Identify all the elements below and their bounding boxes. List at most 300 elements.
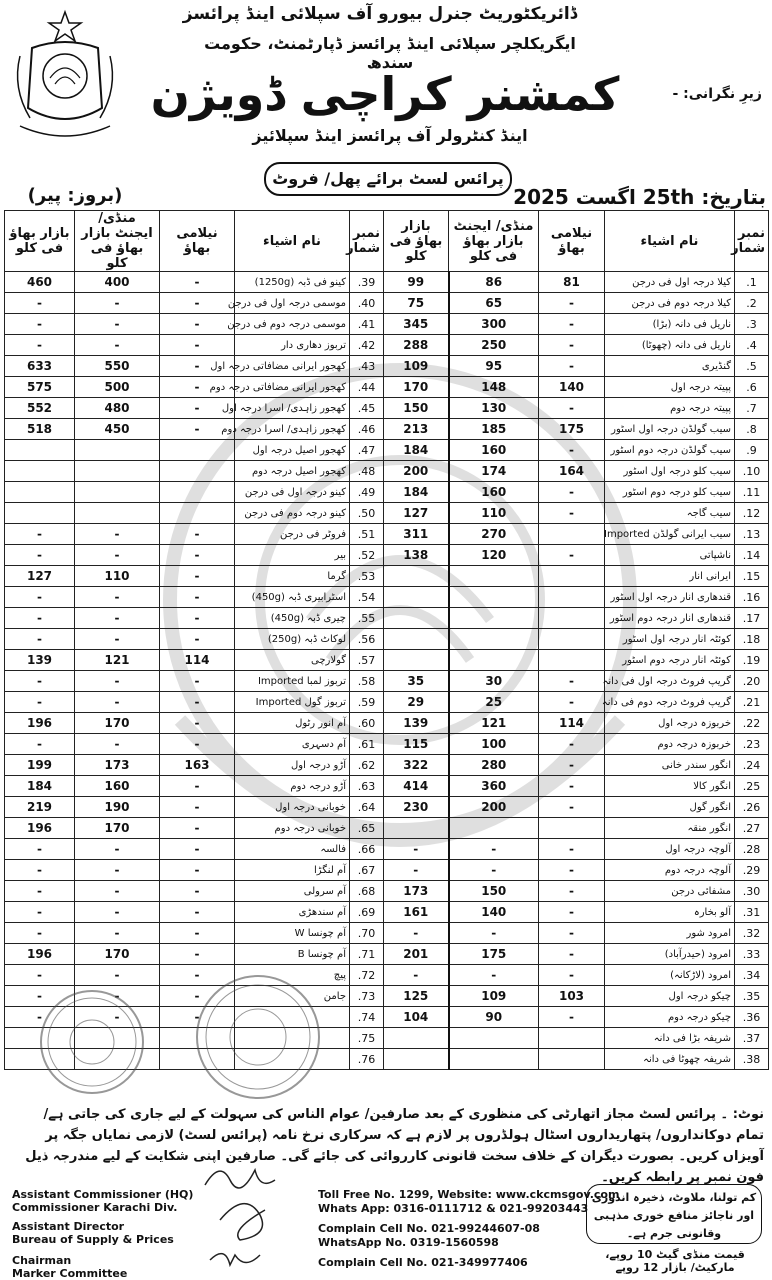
- mandi-price: -: [75, 965, 160, 986]
- item-name: آڑو درجہ اول: [235, 755, 350, 776]
- header-line4: اینڈ کنٹرولر آف پرائسز اینڈ سپلائیز: [252, 126, 528, 145]
- row-number: 38.: [735, 1049, 769, 1070]
- item-name: ناریل فی دانہ (بڑا): [605, 314, 735, 335]
- bazar-price: 170: [384, 377, 449, 398]
- row-number: 55.: [350, 608, 384, 629]
- row-number: 39.: [350, 272, 384, 293]
- bazar-price: 552: [5, 398, 75, 419]
- mandi-price: 150: [449, 881, 539, 902]
- auction-price: 103: [539, 986, 605, 1007]
- mandi-price: 65: [449, 293, 539, 314]
- item-name: جامن: [235, 986, 350, 1007]
- bazar-price: 322: [384, 755, 449, 776]
- auction-price: [539, 818, 605, 839]
- item-name: پیچ: [235, 965, 350, 986]
- mandi-price: [449, 650, 539, 671]
- row-number: 16.: [735, 587, 769, 608]
- auction-price: -: [160, 965, 235, 986]
- col-header-sno: نمبر شمار: [735, 211, 769, 272]
- bazar-price: 115: [384, 734, 449, 755]
- signatory-assistant-director: [12, 1220, 174, 1246]
- mandi-price: 170: [75, 713, 160, 734]
- bazar-price: [384, 650, 449, 671]
- directorate-general-stamp: [196, 975, 320, 1099]
- item-name: کھجور زاہدی/ اسرا درجہ اول: [235, 398, 350, 419]
- row-number: 13.: [735, 524, 769, 545]
- mandi-price: [75, 461, 160, 482]
- bazar-price: 196: [5, 944, 75, 965]
- item-name: چیکو درجہ اول: [605, 986, 735, 1007]
- table-row: [5, 545, 769, 566]
- auction-price: -: [160, 608, 235, 629]
- assistant-commissioner-stamp: [40, 990, 144, 1094]
- bazar-price: 184: [5, 776, 75, 797]
- bazar-price: [5, 440, 75, 461]
- mandi-price: 250: [449, 335, 539, 356]
- auction-price: -: [160, 335, 235, 356]
- auction-price: -: [539, 965, 605, 986]
- row-number: 12.: [735, 503, 769, 524]
- auction-price: -: [160, 398, 235, 419]
- row-number: 23.: [735, 734, 769, 755]
- auction-price: -: [160, 545, 235, 566]
- row-number: 4.: [735, 335, 769, 356]
- bazar-price: -: [5, 902, 75, 923]
- row-number: 34.: [735, 965, 769, 986]
- row-number: 37.: [735, 1028, 769, 1049]
- row-number: 48.: [350, 461, 384, 482]
- row-number: 53.: [350, 566, 384, 587]
- sindh-government-logo: [10, 8, 120, 143]
- item-name: چیری ڈبہ (450g): [235, 608, 350, 629]
- row-number: 2.: [735, 293, 769, 314]
- row-number: 6.: [735, 377, 769, 398]
- bazar-price: 518: [5, 419, 75, 440]
- mandi-price: -: [449, 860, 539, 881]
- item-name: کھجور ایرانی مضافاتی درجہ دوم: [235, 377, 350, 398]
- bazar-price: -: [5, 1007, 75, 1028]
- day-label: (بروز: پیر): [27, 185, 123, 206]
- row-number: 56.: [350, 629, 384, 650]
- bazar-price: 138: [384, 545, 449, 566]
- table-header-row: [5, 211, 769, 272]
- auction-price: -: [160, 1007, 235, 1028]
- warning-box: کم تولنا، ملاوٹ، ذخیرہ اندوزی اور ناجائز منافع خوری مذہبی وقانونی جرم ہے۔: [586, 1184, 762, 1244]
- item-name: آلو بخارہ: [605, 902, 735, 923]
- mandi-price: 300: [449, 314, 539, 335]
- bazar-price: -: [5, 314, 75, 335]
- mandi-price: -: [75, 1007, 160, 1028]
- col-header-name: نام اشیاء: [235, 211, 350, 272]
- row-number: 72.: [350, 965, 384, 986]
- auction-price: -: [160, 272, 235, 293]
- auction-price: -: [160, 692, 235, 713]
- table-row: [5, 587, 769, 608]
- row-number: 11.: [735, 482, 769, 503]
- mandi-price: 110: [449, 503, 539, 524]
- row-number: 18.: [735, 629, 769, 650]
- mandi-price: -: [75, 923, 160, 944]
- item-name: ایرانی انار: [605, 566, 735, 587]
- mandi-price: -: [75, 629, 160, 650]
- auction-price: -: [160, 587, 235, 608]
- row-number: 32.: [735, 923, 769, 944]
- auction-price: -: [160, 944, 235, 965]
- item-name: امرود شور: [605, 923, 735, 944]
- row-number: 58.: [350, 671, 384, 692]
- under-supervision-label: زیرِ نگرانی: -: [672, 86, 762, 102]
- table-row: [5, 335, 769, 356]
- bazar-price: 196: [5, 818, 75, 839]
- item-name: قندھاری انار درجہ اول اسٹور: [605, 587, 735, 608]
- col-header-auction: نیلامی بھاؤ: [160, 211, 235, 272]
- row-number: 73.: [350, 986, 384, 1007]
- bazar-price: 199: [5, 755, 75, 776]
- item-name: شریفہ چھوٹا فی دانہ: [605, 1049, 735, 1070]
- signatory-chairman: [12, 1254, 127, 1280]
- bazar-price: -: [5, 923, 75, 944]
- auction-price: -: [160, 671, 235, 692]
- mandi-price: [449, 629, 539, 650]
- contact-whatsapp2: WhatsApp No. 0319-1560598: [318, 1236, 499, 1249]
- item-name: انگور منقہ: [605, 818, 735, 839]
- row-number: 44.: [350, 377, 384, 398]
- table-row: [5, 818, 769, 839]
- mandi-price: 90: [449, 1007, 539, 1028]
- contact-whatsapp1: Whats App: 0316-0111712 & 021-99203443: [318, 1202, 589, 1215]
- table-row: [5, 356, 769, 377]
- row-number: 20.: [735, 671, 769, 692]
- mandi-price: -: [75, 881, 160, 902]
- item-name: گرما: [235, 566, 350, 587]
- row-number: 14.: [735, 545, 769, 566]
- row-number: 29.: [735, 860, 769, 881]
- contact-complain2: Complain Cell No. 021-349977406: [318, 1256, 528, 1269]
- mandi-price: -: [75, 692, 160, 713]
- bazar-price: 29: [384, 692, 449, 713]
- bazar-price: [384, 1028, 449, 1049]
- bazar-price: -: [5, 293, 75, 314]
- price-list-badge: پرائس لسٹ برائے پھل/ فروٹ: [264, 162, 512, 196]
- mandi-price: [449, 566, 539, 587]
- item-name: خربوزہ درجہ دوم: [605, 734, 735, 755]
- item-name: گولارچی: [235, 650, 350, 671]
- mandi-price: 173: [75, 755, 160, 776]
- item-name: موسمی درجہ دوم فی درجن: [235, 314, 350, 335]
- item-name: کھجور اصیل درجہ دوم: [235, 461, 350, 482]
- item-name: آم انور رٹول: [235, 713, 350, 734]
- auction-price: [160, 461, 235, 482]
- bazar-price: 575: [5, 377, 75, 398]
- table-row: [5, 671, 769, 692]
- auction-price: [539, 629, 605, 650]
- auction-price: -: [160, 860, 235, 881]
- auction-price: -: [160, 881, 235, 902]
- table-row: [5, 377, 769, 398]
- mandi-price: -: [449, 923, 539, 944]
- mandi-price: 148: [449, 377, 539, 398]
- row-number: 19.: [735, 650, 769, 671]
- table-row: [5, 629, 769, 650]
- mandi-price: -: [75, 587, 160, 608]
- table-row: [5, 272, 769, 293]
- bazar-price: 414: [384, 776, 449, 797]
- bazar-price: 311: [384, 524, 449, 545]
- mandi-price: 480: [75, 398, 160, 419]
- item-name: کینو درجہ دوم فی درجن: [235, 503, 350, 524]
- auction-price: [160, 482, 235, 503]
- item-name: کینو درجہ اول فی درجن: [235, 482, 350, 503]
- bazar-price: -: [5, 587, 75, 608]
- row-number: 46.: [350, 419, 384, 440]
- row-number: 75.: [350, 1028, 384, 1049]
- table-row: [5, 692, 769, 713]
- mandi-price: 270: [449, 524, 539, 545]
- auction-price: -: [539, 860, 605, 881]
- row-number: 74.: [350, 1007, 384, 1028]
- auction-price: -: [160, 734, 235, 755]
- row-number: 69.: [350, 902, 384, 923]
- auction-price: [539, 608, 605, 629]
- mandi-price: [449, 1028, 539, 1049]
- bazar-price: -: [5, 335, 75, 356]
- item-name: آلوچہ درجہ دوم: [605, 860, 735, 881]
- row-number: 68.: [350, 881, 384, 902]
- auction-price: -: [539, 734, 605, 755]
- bazar-price: -: [5, 629, 75, 650]
- bazar-price: -: [5, 692, 75, 713]
- auction-price: -: [160, 314, 235, 335]
- bazar-price: 35: [384, 671, 449, 692]
- mandi-price: -: [75, 524, 160, 545]
- mandi-price: 280: [449, 755, 539, 776]
- item-name: سیب ایرانی گولڈن Imported: [605, 524, 735, 545]
- item-name: پپیتہ درجہ دوم: [605, 398, 735, 419]
- mandi-price: -: [75, 293, 160, 314]
- auction-price: -: [160, 356, 235, 377]
- signatory-title: Assistant Commissioner (HQ): [12, 1188, 194, 1201]
- auction-price: -: [539, 503, 605, 524]
- row-number: 8.: [735, 419, 769, 440]
- row-number: 67.: [350, 860, 384, 881]
- mandi-price: 95: [449, 356, 539, 377]
- item-name: آم لنگڑا: [235, 860, 350, 881]
- auction-price: 140: [539, 377, 605, 398]
- auction-price: [539, 650, 605, 671]
- auction-price: [539, 566, 605, 587]
- mandi-price: 500: [75, 377, 160, 398]
- row-number: 61.: [350, 734, 384, 755]
- header-line2: ایگریکلچر سپلائی اینڈ پرائسز ڈپارٹمنٹ، حکومت سندھ: [204, 34, 576, 72]
- item-name: فروٹر فی درجن: [235, 524, 350, 545]
- item-name: کھجور ایرانی مضافاتی درجہ اول: [235, 356, 350, 377]
- row-number: 26.: [735, 797, 769, 818]
- mandi-price: 400: [75, 272, 160, 293]
- item-name: آم چونسا W: [235, 923, 350, 944]
- bazar-price: 200: [384, 461, 449, 482]
- mandi-price: 100: [449, 734, 539, 755]
- row-number: 9.: [735, 440, 769, 461]
- auction-price: -: [160, 797, 235, 818]
- auction-price: -: [160, 839, 235, 860]
- table-row: [5, 398, 769, 419]
- auction-price: -: [539, 1007, 605, 1028]
- item-name: کیلا درجہ اول فی درجن: [605, 272, 735, 293]
- row-number: 41.: [350, 314, 384, 335]
- signatory-assistant-commissioner: [12, 1188, 193, 1214]
- mandi-price: 174: [449, 461, 539, 482]
- mandi-price: 190: [75, 797, 160, 818]
- contact-tollfree: Toll Free No. 1299, Website: www.ckcmsgov.com: [318, 1188, 620, 1201]
- bazar-price: 125: [384, 986, 449, 1007]
- auction-price: 164: [539, 461, 605, 482]
- table-row: [5, 902, 769, 923]
- bazar-price: [5, 482, 75, 503]
- bazar-price: [384, 566, 449, 587]
- auction-price: -: [160, 923, 235, 944]
- mandi-price: 160: [75, 776, 160, 797]
- auction-price: -: [539, 776, 605, 797]
- mandi-price: -: [75, 734, 160, 755]
- handwritten-signatures: [200, 1160, 290, 1275]
- mandi-price: 450: [75, 419, 160, 440]
- row-number: 15.: [735, 566, 769, 587]
- table-row: [5, 881, 769, 902]
- item-name: آم چونسا B: [235, 944, 350, 965]
- auction-price: -: [539, 671, 605, 692]
- auction-price: -: [539, 755, 605, 776]
- auction-price: [160, 503, 235, 524]
- mandi-price: [449, 818, 539, 839]
- item-name: گریپ فروٹ درجہ اول فی دانہ: [605, 671, 735, 692]
- item-name: چیکو درجہ دوم: [605, 1007, 735, 1028]
- auction-price: -: [539, 482, 605, 503]
- row-number: 51.: [350, 524, 384, 545]
- bazar-price: -: [384, 860, 449, 881]
- row-number: 63.: [350, 776, 384, 797]
- signatory-sub: Marker Committee: [12, 1267, 128, 1280]
- mandi-price: -: [75, 671, 160, 692]
- item-name: خوبانی درجہ دوم: [235, 818, 350, 839]
- row-number: 66.: [350, 839, 384, 860]
- item-name: کھجور اصیل درجہ اول: [235, 440, 350, 461]
- mandi-price: -: [75, 860, 160, 881]
- auction-price: 81: [539, 272, 605, 293]
- auction-price: -: [160, 902, 235, 923]
- item-name: کیلا درجہ دوم فی درجن: [605, 293, 735, 314]
- item-name: سیب گولڈن درجہ اول اسٹور: [605, 419, 735, 440]
- auction-price: -: [160, 986, 235, 1007]
- bazar-price: -: [5, 608, 75, 629]
- row-number: 28.: [735, 839, 769, 860]
- row-number: 50.: [350, 503, 384, 524]
- item-name: گریپ فروٹ درجہ دوم فی دانہ: [605, 692, 735, 713]
- mandi-price: 200: [449, 797, 539, 818]
- auction-price: -: [160, 293, 235, 314]
- bazar-price: -: [5, 965, 75, 986]
- signatory-title: Assistant Director: [12, 1220, 125, 1233]
- col-header-name: نام اشیاء: [605, 211, 735, 272]
- bazar-price: 139: [384, 713, 449, 734]
- auction-price: -: [539, 692, 605, 713]
- mandi-price: 550: [75, 356, 160, 377]
- col-header-bazar: بازار بھاؤ فی کلو: [384, 211, 449, 272]
- row-number: 22.: [735, 713, 769, 734]
- row-number: 1.: [735, 272, 769, 293]
- auction-price: -: [539, 944, 605, 965]
- item-name: انگور سندر خانی: [605, 755, 735, 776]
- table-row: [5, 944, 769, 965]
- mandi-price: [75, 503, 160, 524]
- item-name: موسمی درجہ اول فی درجن: [235, 293, 350, 314]
- item-name: اسٹرابیری ڈبہ (450g): [235, 587, 350, 608]
- auction-price: [539, 1028, 605, 1049]
- mandi-price: 160: [449, 482, 539, 503]
- bazar-price: [384, 1049, 449, 1070]
- table-row: [5, 461, 769, 482]
- bazar-price: -: [5, 860, 75, 881]
- item-name: گنڈیری: [605, 356, 735, 377]
- mandi-price: [449, 1049, 539, 1070]
- mandi-price: -: [75, 314, 160, 335]
- row-number: 21.: [735, 692, 769, 713]
- row-number: 33.: [735, 944, 769, 965]
- col-header-mandi: منڈی/ ایجنٹ بازار بھاؤ فی کلو: [75, 211, 160, 272]
- item-name: سیب کلو درجہ اول اسٹور: [605, 461, 735, 482]
- col-header-auction: نیلامی بھاؤ: [539, 211, 605, 272]
- row-number: 76.: [350, 1049, 384, 1070]
- row-number: 24.: [735, 755, 769, 776]
- mandi-price: 121: [75, 650, 160, 671]
- bazar-price: 104: [384, 1007, 449, 1028]
- row-number: 54.: [350, 587, 384, 608]
- bazar-price: [384, 818, 449, 839]
- item-name: تربوز لمبا Imported: [235, 671, 350, 692]
- row-number: 36.: [735, 1007, 769, 1028]
- bazar-price: -: [5, 545, 75, 566]
- bazar-price: 127: [384, 503, 449, 524]
- signatory-title: Chairman: [12, 1254, 72, 1267]
- mandi-price: 120: [449, 545, 539, 566]
- row-number: 30.: [735, 881, 769, 902]
- auction-price: 163: [160, 755, 235, 776]
- row-number: 3.: [735, 314, 769, 335]
- item-name: کوئٹہ انار درجہ اول اسٹور: [605, 629, 735, 650]
- row-number: 5.: [735, 356, 769, 377]
- item-name: امرود (لاڑکانہ): [605, 965, 735, 986]
- bazar-price: -: [384, 965, 449, 986]
- item-name: خربوزہ درجہ اول: [605, 713, 735, 734]
- auction-price: [539, 1049, 605, 1070]
- table-row: [5, 524, 769, 545]
- mandi-price: [75, 482, 160, 503]
- row-number: 52.: [350, 545, 384, 566]
- bazar-price: 161: [384, 902, 449, 923]
- auction-price: -: [160, 713, 235, 734]
- bazar-price: 219: [5, 797, 75, 818]
- bazar-price: 184: [384, 482, 449, 503]
- auction-price: -: [539, 545, 605, 566]
- auction-price: -: [160, 524, 235, 545]
- item-name: کینو فی ڈبہ (1250g): [235, 272, 350, 293]
- row-number: 31.: [735, 902, 769, 923]
- item-name: آم سندھڑی: [235, 902, 350, 923]
- mandi-price: 170: [75, 944, 160, 965]
- row-number: 59.: [350, 692, 384, 713]
- item-name: ناریل فی دانہ (چھوٹا): [605, 335, 735, 356]
- item-name: کھجور زاہدی/ اسرا درجہ دوم: [235, 419, 350, 440]
- table-row: [5, 965, 769, 986]
